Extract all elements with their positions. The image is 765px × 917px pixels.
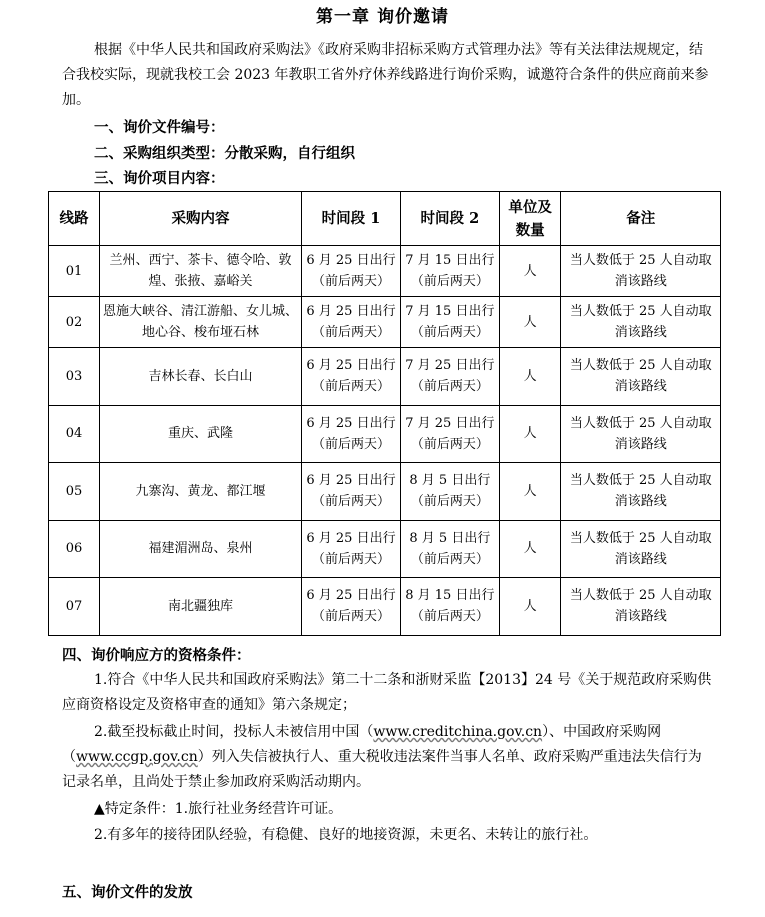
special-condition-2: 2.有多年的接待团队经验，有稳健、良好的地接资源，未更名、未转让的旅行社。 bbox=[94, 827, 598, 843]
cell-note: 当人数低于 25 人自动取消该路线 bbox=[561, 348, 721, 406]
cell-time-slot-1: 6 月 25 日出行（前后两天） bbox=[302, 520, 401, 578]
condition-1: 1.符合《中华人民共和国政府采购法》第二十二条和浙财采监【2013】24 号《关于规范政府采购供应商资格设定及资格审查的通知》第六条规定； bbox=[62, 672, 712, 713]
header-time-1: 时间段 1 bbox=[302, 192, 401, 246]
table-row bbox=[49, 520, 721, 578]
condition-2 bbox=[62, 720, 712, 795]
cell-time-slot-1: 6 月 25 日出行（前后两天） bbox=[302, 297, 401, 348]
header-note: 备注 bbox=[561, 192, 721, 246]
cell-route-number: 02 bbox=[49, 297, 100, 348]
header-time-2: 时间段 2 bbox=[400, 192, 499, 246]
cell-route-number: 05 bbox=[49, 463, 100, 521]
cell-unit-quantity: 人 bbox=[499, 463, 561, 521]
cell-note: 当人数低于 25 人自动取消该路线 bbox=[561, 405, 721, 463]
cell-route-content: 吉林长春、长白山 bbox=[100, 348, 302, 406]
cell-note: 当人数低于 25 人自动取消该路线 bbox=[561, 297, 721, 348]
cell-route-number: 06 bbox=[49, 520, 100, 578]
cell-time-slot-2: 7 月 15 日出行（前后两天） bbox=[400, 297, 499, 348]
table-row bbox=[49, 578, 721, 636]
condition-2-text-c: ）列入失信被执行人、重大税收违法案件当事人名单、政府采购严重违法失信行为记录名单，且尚处于禁止参加政府采购活动期内。 bbox=[62, 749, 702, 790]
cell-unit-quantity: 人 bbox=[499, 348, 561, 406]
cell-route-number: 07 bbox=[49, 578, 100, 636]
cell-note: 当人数低于 25 人自动取消该路线 bbox=[561, 520, 721, 578]
cell-route-content: 恩施大峡谷、清江游船、女儿城、地心谷、梭布垭石林 bbox=[100, 297, 302, 348]
table-header-row bbox=[49, 192, 721, 246]
section-1-heading: 一、询价文件编号： bbox=[94, 119, 225, 136]
table-row bbox=[49, 463, 721, 521]
cell-time-slot-2: 8 月 5 日出行（前后两天） bbox=[400, 520, 499, 578]
cell-note: 当人数低于 25 人自动取消该路线 bbox=[561, 463, 721, 521]
condition-2-text-b: ）、中国政府采购网（ bbox=[62, 724, 662, 765]
section-3-heading: 三、询价项目内容： bbox=[94, 170, 225, 187]
special-condition: ▲特定条件：1.旅行社业务经营许可证。 bbox=[94, 801, 343, 817]
cell-time-slot-2: 7 月 25 日出行（前后两天） bbox=[400, 405, 499, 463]
cell-route-content: 重庆、武隆 bbox=[100, 405, 302, 463]
cell-route-content: 福建湄洲岛、泉州 bbox=[100, 520, 302, 578]
cell-route-number: 01 bbox=[49, 246, 100, 297]
section-4-heading: 四、询价响应方的资格条件： bbox=[62, 647, 251, 664]
section-2-heading: 二、采购组织类型：分散采购，自行组织 bbox=[94, 145, 355, 162]
chapter-title: 第一章 询价邀请 bbox=[316, 7, 449, 27]
cell-time-slot-1: 6 月 25 日出行（前后两天） bbox=[302, 405, 401, 463]
cell-unit-quantity: 人 bbox=[499, 405, 561, 463]
header-content: 采购内容 bbox=[100, 192, 302, 246]
ccgp-link[interactable]: www.ccgp.gov.cn bbox=[76, 749, 198, 765]
cell-route-number: 03 bbox=[49, 348, 100, 406]
cell-time-slot-2: 8 月 5 日出行（前后两天） bbox=[400, 463, 499, 521]
table-row bbox=[49, 405, 721, 463]
cell-time-slot-1: 6 月 25 日出行（前后两天） bbox=[302, 578, 401, 636]
cell-note: 当人数低于 25 人自动取消该路线 bbox=[561, 578, 721, 636]
cell-time-slot-1: 6 月 25 日出行（前后两天） bbox=[302, 463, 401, 521]
cell-unit-quantity: 人 bbox=[499, 246, 561, 297]
header-route: 线路 bbox=[49, 192, 100, 246]
cell-route-number: 04 bbox=[49, 405, 100, 463]
condition-2-text-a: 2.截至投标截止时间，投标人未被信用中国（ bbox=[94, 724, 374, 740]
cell-unit-quantity: 人 bbox=[499, 578, 561, 636]
cell-route-content: 九寨沟、黄龙、都江堰 bbox=[100, 463, 302, 521]
cell-unit-quantity: 人 bbox=[499, 297, 561, 348]
cell-time-slot-1: 6 月 25 日出行（前后两天） bbox=[302, 246, 401, 297]
table-row bbox=[49, 246, 721, 297]
table-row bbox=[49, 348, 721, 406]
creditchina-link[interactable]: www.creditchina.gov.cn bbox=[373, 724, 543, 740]
header-unit: 单位及数量 bbox=[499, 192, 561, 246]
inquiry-items-table bbox=[48, 191, 721, 636]
cell-time-slot-2: 8 月 15 日出行（前后两天） bbox=[400, 578, 499, 636]
cell-time-slot-2: 7 月 25 日出行（前后两天） bbox=[400, 348, 499, 406]
cell-unit-quantity: 人 bbox=[499, 520, 561, 578]
cell-time-slot-2: 7 月 15 日出行（前后两天） bbox=[400, 246, 499, 297]
cell-note: 当人数低于 25 人自动取消该路线 bbox=[561, 246, 721, 297]
section-5-heading: 五、询价文件的发放 bbox=[62, 884, 193, 901]
cell-route-content: 南北疆独库 bbox=[100, 578, 302, 636]
table-row bbox=[49, 297, 721, 348]
cell-time-slot-1: 6 月 25 日出行（前后两天） bbox=[302, 348, 401, 406]
cell-route-content: 兰州、西宁、茶卡、德令哈、敦煌、张掖、嘉峪关 bbox=[100, 246, 302, 297]
intro-paragraph: 根据《中华人民共和国政府采购法》《政府采购非招标采购方式管理办法》等有关法律法规规定，结合我校实际，现就我校工会 2023 年教职工省外疗休养线路进行询价采购，诚邀符合条件的供应商前来参加。 bbox=[62, 42, 709, 108]
